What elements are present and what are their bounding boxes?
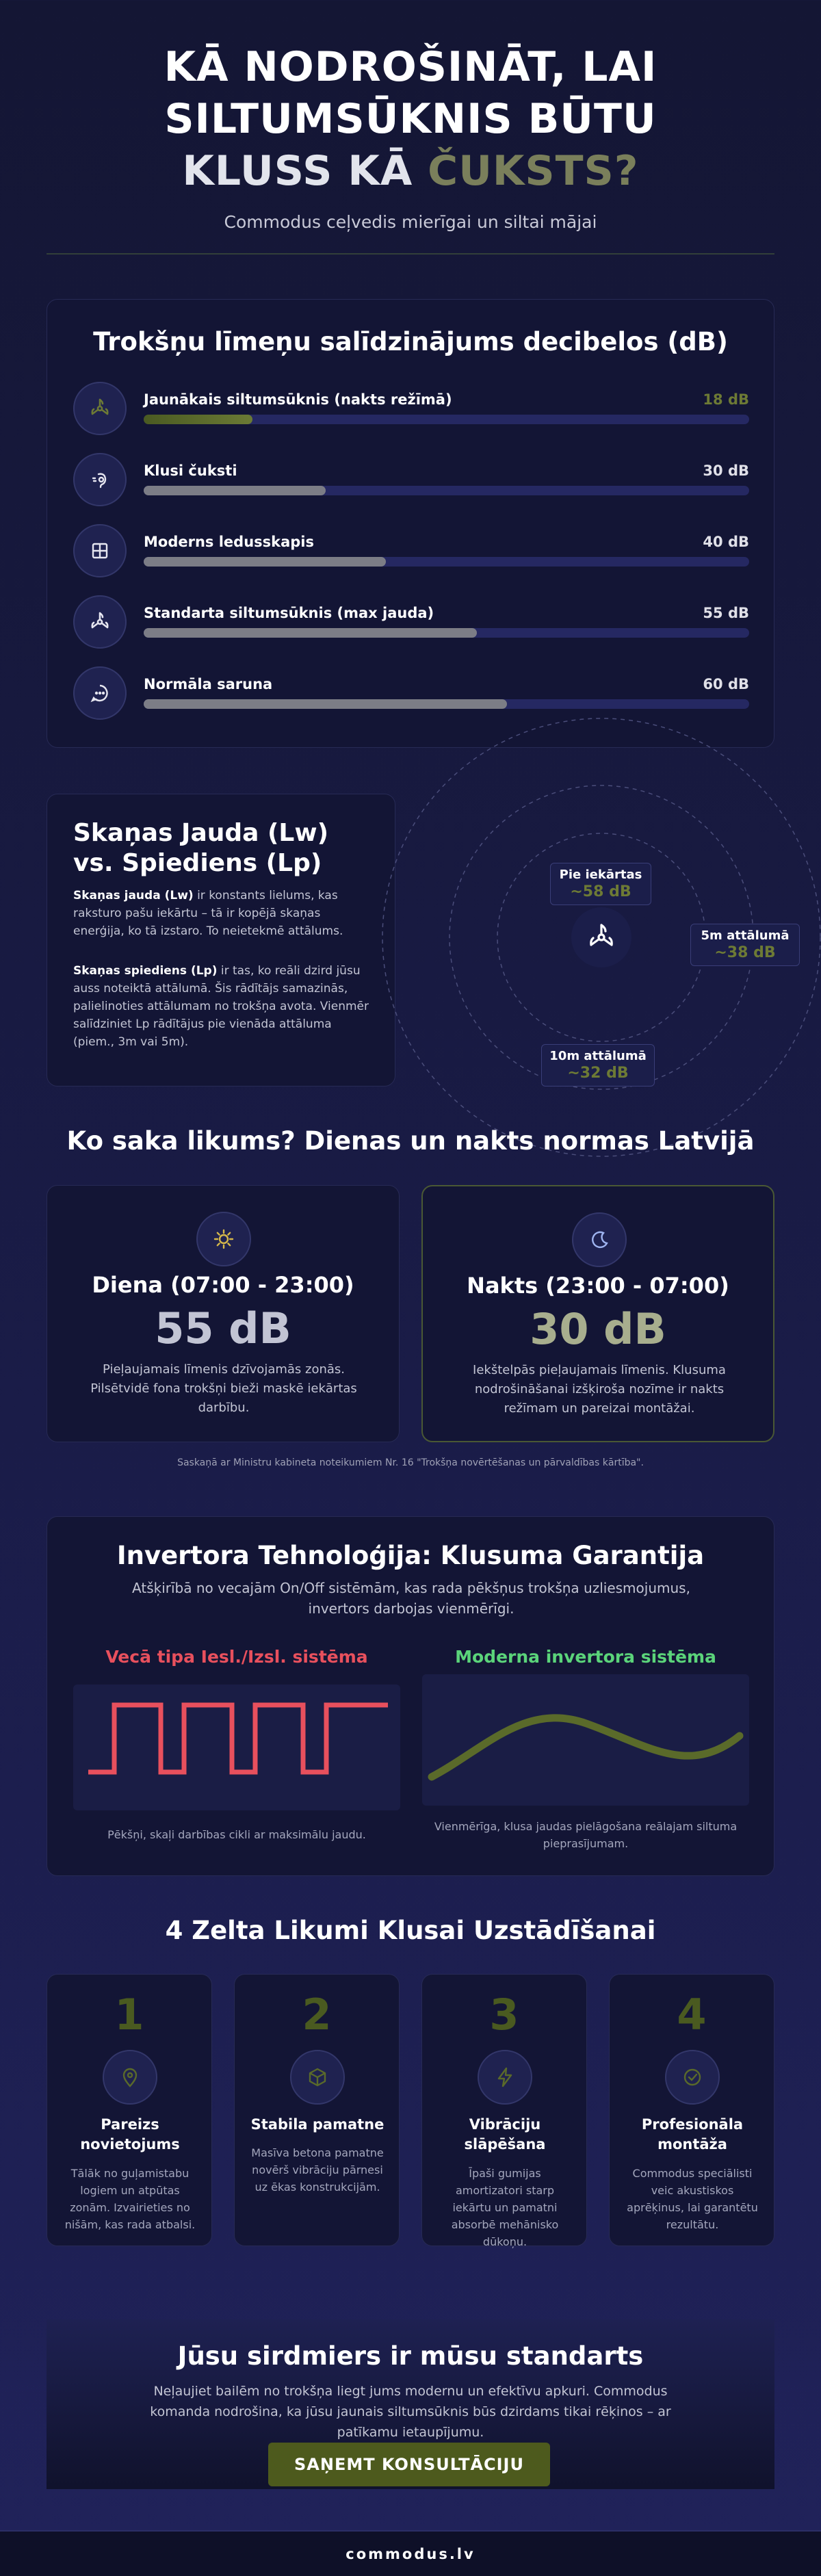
distance-tag <box>550 863 651 905</box>
page-subtitle: Commodus ceļvedis mierīgai un siltai mājai <box>224 212 597 232</box>
rule-description: Tālāk no guļamistabu logiem un atpūtas zonām. Izvairieties no nišām, kas rada atbalsi. <box>64 2167 196 2231</box>
noise-row <box>73 382 749 437</box>
sound-pressure-text: ir tas, ko reāli dzird jūsu auss noteiktā attālumā. Šis rādītājs samazinās, palielinoties attālumam no trokšņa avota. Vienmēr salīdziniet Lp rādītājus pie vienāda attāluma (piem., 3m vai 5m). <box>73 964 369 1049</box>
noise-bar-fill <box>144 486 326 495</box>
title-line-1: KĀ NODROŠINĀT, LAI <box>164 43 657 91</box>
noise-label: Standarta siltumsūknis (max jauda) <box>144 605 434 621</box>
noise-label: Normāla saruna <box>144 676 273 692</box>
noise-bar-fill <box>144 628 477 638</box>
sound-power-title <box>73 818 328 879</box>
noise-bar-track <box>144 628 749 638</box>
distance-tag <box>690 924 800 966</box>
noise-value: 60 dB <box>703 676 749 692</box>
noise-label: Moderns ledusskapis <box>144 534 315 550</box>
law-source-note: Saskaņā ar Ministru kabineta noteikumiem Nr. 16 "Trokšņa novērtēšanas un pārvaldības kārtība". <box>177 1457 644 1468</box>
day-norm-value: 55 dB <box>155 1303 291 1353</box>
night-norm-description: Iekštelpās pieļaujamais līmenis. Klusuma nodrošināšanai izšķiroša nozīme ir nakts režīmam un pareizai montāžai. <box>473 1363 726 1416</box>
day-norm-card <box>47 1185 400 1442</box>
noise-comparison-card <box>47 299 774 748</box>
night-norm-card <box>421 1185 774 1442</box>
noise-row <box>73 524 749 579</box>
law-title: Ko saka likums? Dienas un nakts normas Latvijā <box>66 1126 755 1156</box>
cube-icon <box>290 2050 345 2105</box>
cta-text: Neļaujiet bailēm no trokšņa liegt jums modernu un efektīvu apkuri. Commodus komanda nodrošina, ka jūsu jaunais siltumsūknis būs dzirdams tikai rēķinos – ar patīkamu ietaupījumu. <box>150 2384 671 2440</box>
sun-icon <box>196 1212 251 1266</box>
noise-bar-track <box>144 415 749 424</box>
day-norm-description: Pieļaujamais līmenis dzīvojamās zonās. Pilsētvidē fona trokšņi bieži maskē iekārtas darbību. <box>90 1362 357 1415</box>
day-norm-title: Diena (07:00 - 23:00) <box>92 1272 354 1298</box>
distance-label: 5m attālumā <box>701 928 790 943</box>
noise-value: 30 dB <box>703 463 749 479</box>
location-pin-icon <box>103 2050 157 2105</box>
rule-title: Pareizs novietojums <box>80 2116 180 2152</box>
sound-power-text: ir konstants lielums, kas raksturo pašu iekārtu – tā ir kopējā skaņas enerģija, ko tā izstaro. To neietekmē attālums. <box>73 889 343 938</box>
title-line-2: SILTUMSŪKNIS BŪTU <box>164 95 657 143</box>
inverter-title: Invertora Tehnoloģija: Klusuma Garantija <box>116 1541 705 1570</box>
old-system-title: Vecā tipa Iesl./Izsl. sistēma <box>105 1647 368 1667</box>
distance-value: ~32 dB <box>567 1065 629 1082</box>
fridge-icon <box>73 524 127 577</box>
cta-section <box>47 2319 774 2489</box>
square-wave-graphic <box>73 1684 400 1810</box>
cta-title: Jūsu sirdmiers ir mūsu standarts <box>177 2341 644 2371</box>
distance-rings-diagram <box>381 717 821 1158</box>
rule-description: Īpaši gumijas amortizatori starp iekārtu un pamatni absorbē mehānisko dūkoņu. <box>451 2167 559 2248</box>
noise-row <box>73 595 749 650</box>
old-system-description: Pēkšņi, skaļi darbības cikli ar maksimālu jaudu. <box>107 1828 366 1841</box>
rule-description: Masīva betona pamatne novērš vibrāciju pārnesi uz ēkas konstrukcijām. <box>251 2146 384 2194</box>
noise-value: 18 dB <box>703 391 749 408</box>
rule-title: Profesionāla montāža <box>641 2116 744 2152</box>
check-circle-icon <box>665 2050 720 2105</box>
smooth-wave-graphic <box>422 1674 749 1806</box>
rules-title: 4 Zelta Likumi Klusai Uzstādīšanai <box>165 1916 656 1945</box>
noise-row <box>73 666 749 721</box>
footer <box>0 2532 821 2576</box>
rule-card <box>421 1974 587 2246</box>
noise-label: Jaunākais siltumsūknis (nakts režīmā) <box>144 391 452 408</box>
distance-tag <box>541 1044 655 1087</box>
noise-bar-track <box>144 486 749 495</box>
rule-number: 2 <box>302 1990 332 2040</box>
ear-icon <box>73 453 127 506</box>
sound-pressure-term: Skaņas spiediens (Lp) <box>73 964 218 978</box>
distance-value: ~58 dB <box>570 883 631 900</box>
rule-number: 1 <box>114 1990 144 2040</box>
title-line-3a: KLUSS KĀ <box>182 147 428 195</box>
title-line-3b: ČUKSTS? <box>428 147 639 195</box>
noise-bar-fill <box>144 415 252 424</box>
sound-power-title-line-2: vs. Spiediens (Lp) <box>73 849 322 877</box>
old-system-column <box>73 1647 400 1841</box>
fan-icon <box>73 595 127 649</box>
distance-value: ~38 dB <box>714 944 776 961</box>
noise-row <box>73 453 749 508</box>
moon-icon <box>572 1212 627 1267</box>
rule-card <box>609 1974 774 2246</box>
header-divider <box>47 253 774 255</box>
distance-label: Pie iekārtas <box>559 868 642 882</box>
inverter-system-description: Vienmērīga, klusa jaudas pielāgošana reālajam siltuma pieprasījumam. <box>434 1820 738 1850</box>
lightning-icon <box>478 2050 532 2105</box>
noise-label: Klusi čuksti <box>144 463 237 479</box>
rule-title: Stabila pamatne <box>250 2116 385 2133</box>
distance-label: 10m attālumā <box>549 1049 647 1063</box>
rule-card <box>234 1974 400 2246</box>
noise-value: 40 dB <box>703 534 749 550</box>
rule-number: 3 <box>489 1990 519 2040</box>
rule-card <box>47 1974 212 2246</box>
sound-power-card <box>47 794 395 1087</box>
noise-bar-track <box>144 557 749 567</box>
noise-bar-fill <box>144 699 507 709</box>
noise-bar-track <box>144 699 749 709</box>
inverter-system-column <box>422 1647 749 1850</box>
inverter-card <box>47 1516 774 1876</box>
noise-bar-fill <box>144 557 386 567</box>
sound-pressure-paragraph <box>73 962 374 1051</box>
noise-title: Trokšņu līmeņu salīdzinājums decibelos (dB) <box>93 327 728 356</box>
consultation-button[interactable]: SAŅEMT KONSULTĀCIJU <box>268 2443 550 2486</box>
night-norm-title: Nakts (23:00 - 07:00) <box>467 1273 729 1299</box>
night-norm-value: 30 dB <box>530 1304 666 1354</box>
rule-description: Commodus speciālisti veic akustiskos aprēķinus, lai garantētu rezultātu. <box>627 2167 758 2231</box>
hero <box>0 41 821 232</box>
page-title <box>0 41 821 197</box>
noise-value: 55 dB <box>703 605 749 621</box>
sound-power-term: Skaņas jauda (Lw) <box>73 889 194 902</box>
fan-icon <box>73 382 127 435</box>
chat-icon <box>73 666 127 720</box>
rule-title: Vibrāciju slāpēšana <box>464 2116 546 2152</box>
sound-power-title-line-1: Skaņas Jauda (Lw) <box>73 819 329 847</box>
inverter-system-title: Moderna invertora sistēma <box>455 1647 716 1667</box>
inverter-intro: Atšķirībā no vecajām On/Off sistēmām, kas rada pēkšņus trokšņa uzliesmojumus, invertors darbojas vienmērīgi. <box>132 1580 690 1617</box>
sound-power-paragraph <box>73 887 374 940</box>
rule-number: 4 <box>677 1990 707 2040</box>
footer-brand[interactable]: commodus.lv <box>346 2545 475 2562</box>
